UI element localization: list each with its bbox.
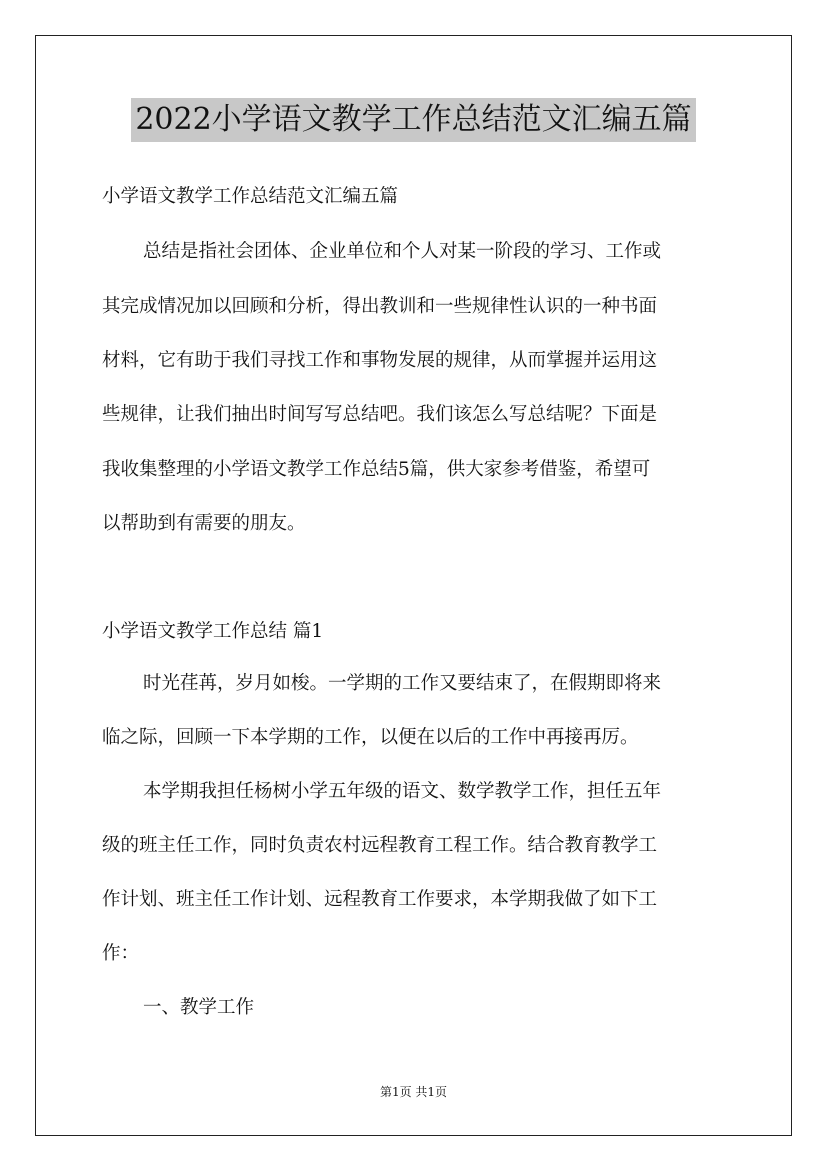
paragraph-line: 作计划、班主任工作计划、远程教育工作要求，本学期我做了如下工 bbox=[102, 889, 658, 910]
intro-line: 些规律，让我们抽出时间写写总结吧。我们该怎么写总结呢？下面是 bbox=[102, 404, 658, 425]
paragraph-line: 本学期我担任杨树小学五年级的语文、数学教学工作，担任五年 bbox=[143, 781, 662, 802]
paragraph-line: 时光荏苒，岁月如梭。一学期的工作又要结束了，在假期即将来 bbox=[143, 673, 662, 694]
intro-line: 以帮助到有需要的朋友。 bbox=[102, 513, 306, 534]
paragraph-line: 临之际，回顾一下本学期的工作，以便在以后的工作中再接再厉。 bbox=[102, 727, 639, 748]
intro-line: 我收集整理的小学语文教学工作总结5篇，供大家参考借鉴，希望可 bbox=[102, 459, 651, 480]
paragraph-line: 作： bbox=[102, 943, 140, 964]
subheading: 一、教学工作 bbox=[143, 997, 255, 1018]
intro-line: 材料，它有助于我们寻找工作和事物发展的规律，从而掌握并运用这 bbox=[102, 350, 658, 371]
intro-line: 其完成情况加以回顾和分析，得出教训和一些规律性认识的一种书面 bbox=[102, 296, 658, 317]
intro-line: 总结是指社会团体、企业单位和个人对某一阶段的学习、工作或 bbox=[143, 241, 662, 262]
section-heading: 小学语文教学工作总结 篇1 bbox=[102, 621, 324, 642]
document-title: 2022小学语文教学工作总结范文汇编五篇 bbox=[131, 98, 695, 142]
document-subtitle: 小学语文教学工作总结范文汇编五篇 bbox=[102, 186, 399, 207]
title-container bbox=[0, 98, 827, 142]
page-footer: 第1页 共1页 bbox=[379, 1085, 448, 1099]
paragraph-line: 级的班主任工作，同时负责农村远程教育工程工作。结合教育教学工 bbox=[102, 835, 658, 856]
